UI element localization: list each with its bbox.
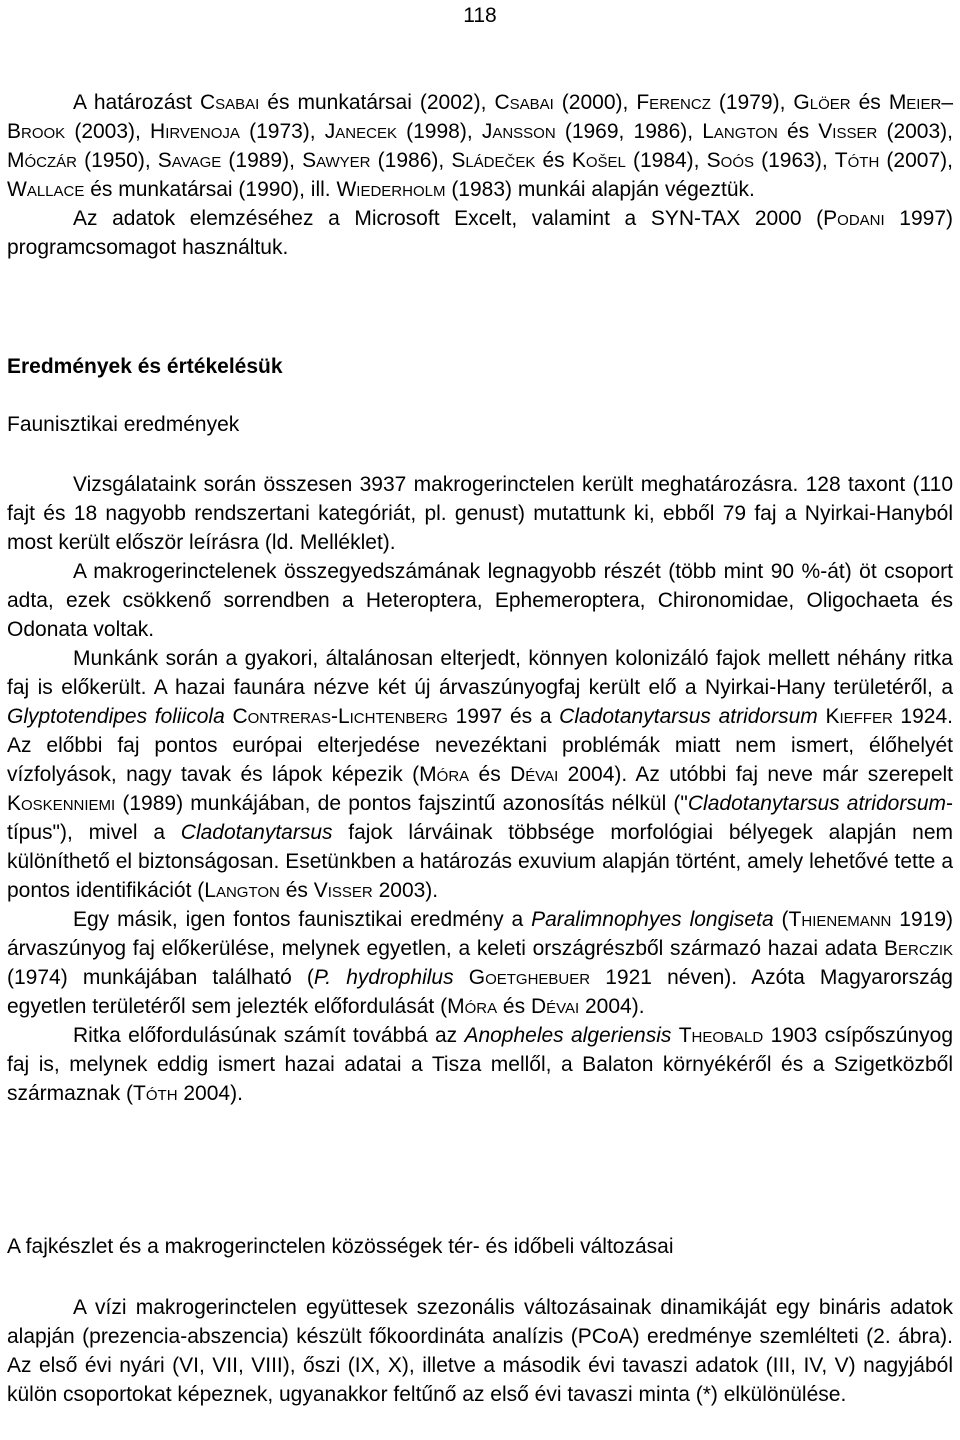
subheading-spatiotemporal-changes: A fajkészlet és a makrogerinctelen közösségek tér- és időbeli változásai (7, 1235, 674, 1258)
subheading-faunistic-results: Faunisztikai eredmények (7, 413, 240, 436)
faunistic-results-text (7, 470, 953, 1108)
page-number: 118 (463, 4, 497, 27)
results-paragraph: A makrogerinctelenek összegyedszámának legnagyobb részét (több mint 90 %-át) öt csoport adta, ezek csökkenő sorrendben a Heteroptera, Ephemeroptera, Chironomidae, Oligochaeta és Odonata voltak. (7, 560, 953, 641)
section-heading-results: Eredmények és értékelésük (7, 355, 283, 378)
community-change-paragraph: A vízi makrogerinctelen együttesek szezonális változásainak dinamikáját egy bináris adatok alapján (prezencia-abszencia) készült főkoordináta analízis (PCoA) eredménye szemlélteti (2. ábra). Az első évi nyári (VI, VII, VIII), őszi (IX, X), illetve a második évi tavaszi adatok (III, IV, V) nagyjából külön csoportokat képeznek, ugyanakkor feltűnő az első évi tavaszi minta (*) elkülönülése. (7, 1296, 953, 1406)
results-paragraph: Egy másik, igen fontos faunisztikai eredmény a Paralimnophyes longiseta (Thienemann 1919) árvaszúnyog faj előkerülése, melynek egyetlen, a keleti országrészből származó hazai adata Berczik (1974) munkájában található (P. hydrophilus Goetghebuer 1921 néven). Azóta Magyarország egyetlen területéről sem jelezték előfordulását (Móra és Dévai 2004). (7, 908, 954, 1018)
results-paragraph: Vizsgálataink során összesen 3937 makrogerinctelen került meghatározásra. 128 taxont (110 fajt és 18 nagyobb rendszertani kategóriát, pl. genust) mutattunk ki, ebből 79 faj a Nyirkai-Hanyból most került először leírásra (ld. Melléklet). (7, 473, 953, 554)
results-paragraph: Ritka előfordulásúnak számít továbbá az Anopheles algeriensis Theobald 1903 csípőszúnyog faj is, melynek eddig ismert hazai adatai a Tisza mellől, a Balaton környékéről és a Szigetközből származnak (Tóth 2004). (7, 1024, 954, 1105)
methods-software-paragraph: Az adatok elemzéséhez a Microsoft Excelt, valamint a SYN-TAX 2000 (Podani 1997) programcsomagot használtuk. (7, 207, 953, 259)
results-paragraph: Munkánk során a gyakori, általánosan elterjedt, könnyen kolonizáló fajok mellett néhány ritka faj is előkerült. A hazai faunára nézve két új árvaszúnyogfaj került elő a Nyirkai-Hany területéről, a Glyptotendipes foliicola Contreras-Lichtenberg 1997 és a Cladotanytarsus atridorsum Kieffer 1924. Az előbbi faj pontos európai elterjedése nevezéktani problémák miatt nem ismert, élőhelyét vízfolyások, nagy tavak és lápok képezik (Móra és Dévai 2004). Az utóbbi faj neve már szerepelt Koskenniemi (1989) munkájában, de pontos fajszintű azonosítás nélkül ("Cladotanytarsus atridorsum-típus"), mivel a Cladotanytarsus fajok lárváinak többsége morfológiai bélyegek alapján nem különíthető el biztonságosan. Esetünkben a határozás exuvium alapján történt, amely lehetővé tette a pontos identifikációt (Langton és Visser 2003). (7, 647, 953, 902)
methods-identification-paragraph: A határozást Csabai és munkatársai (2002), Csabai (2000), Ferencz (1979), Glöer és Meier–Brook (2003), Hirvenoja (1973), Janecek (1998), Jansson (1969, 1986), Langton és Visser (2003), Móczár (1950), Savage (1989), Sawyer (1986), Sládeček és Košel (1984), Soós (1963), Tóth (2007), Wallace és munkatársai (1990), ill. Wiederholm (1983) munkái alapján végeztük. (7, 91, 953, 201)
